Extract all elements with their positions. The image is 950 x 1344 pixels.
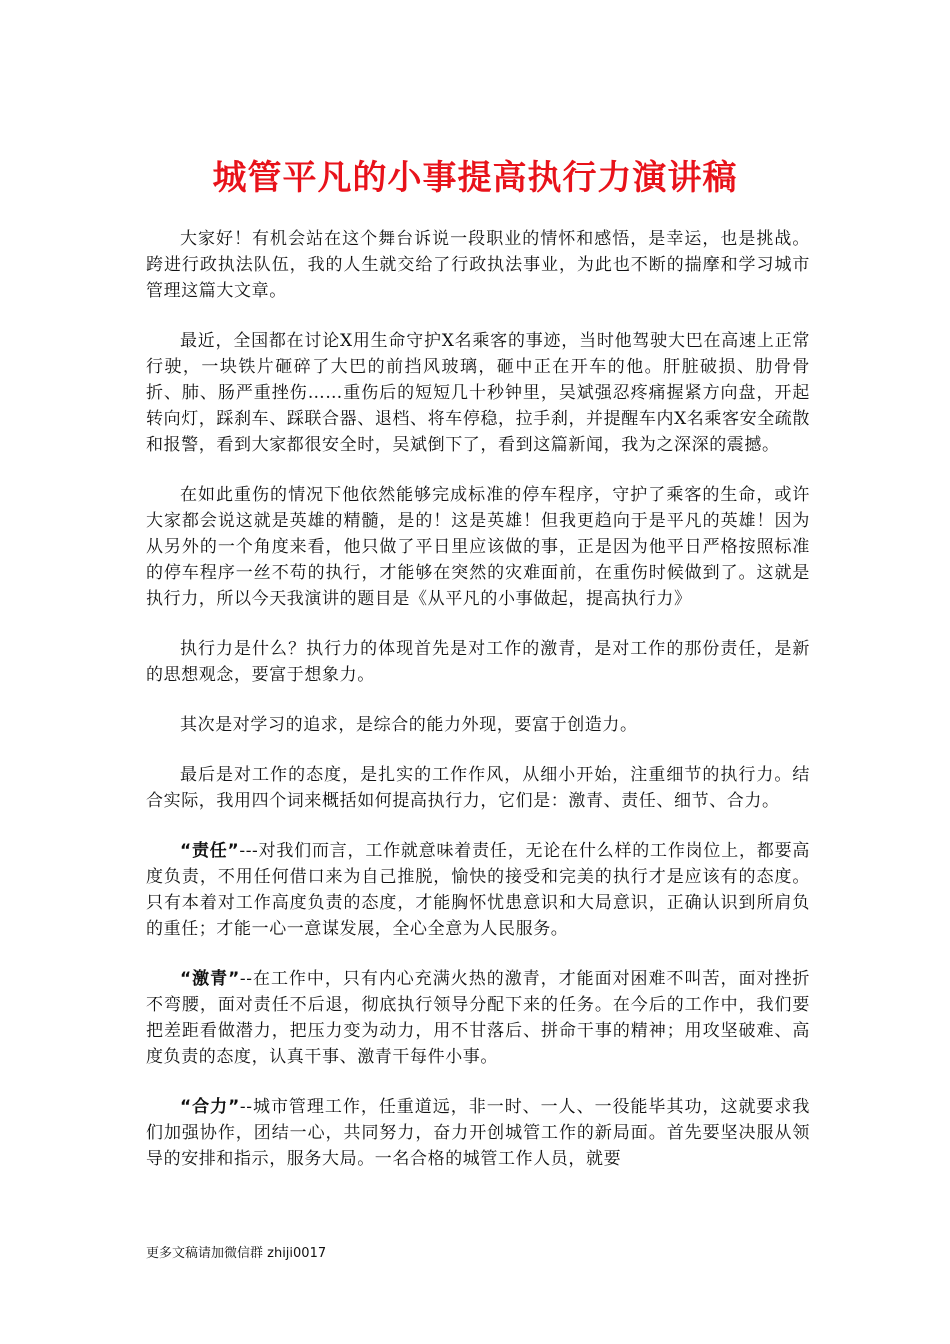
paragraph-responsibility-text: ---对我们而言，工作就意味着责任，无论在什么样的工作岗位上，都要高度负责，不用任何借口来为自己推脱，愉快的接受和完美的执行才是应该有的态度。只有本着对工作高度负责的态度，才能胸怀忧患意识和大局意识，正确认识到所肩负的重任；才能一心一意谋发展，全心全意为人民服务。 — [146, 841, 811, 939]
document-body — [146, 226, 810, 1196]
keyword-passion: “激青” — [180, 969, 240, 989]
paragraph-passion-text: --在工作中，只有内心充满火热的激青，才能面对困难不叫苦，面对挫折不弯腰，面对责任不后退，彻底执行领导分配下来的任务。在今后的工作中，我们要把差距看做潜力，把压力变为动力，用不甘落后、拼命干事的精神；用攻坚破难、高度负责的态度，认真干事、激青干每件小事。 — [146, 969, 810, 1067]
keyword-synergy: “合力” — [180, 1097, 240, 1117]
document-title: 城管平凡的小事提高执行力演讲稿 — [212, 158, 738, 198]
paragraph-greeting: 大家好！有机会站在这个舞台诉说一段职业的情怀和感悟，是幸运，也是挑战。跨进行政执法队伍，我的人生就交给了行政执法事业，为此也不断的揣摩和学习城市管理这篇大文章。 — [146, 229, 810, 301]
paragraph-news-story: 最近，全国都在讨论X用生命守护X名乘客的事迹，当时他驾驶大巴在高速上正常行驶，一块铁片砸碎了大巴的前挡风玻璃，砸中正在开车的他。肝脏破损、肋骨骨折、肺、肠严重挫伤……重伤后的短短几十秒钟里，吴斌强忍疼痛握紧方向盘，开起转向灯，踩刹车、踩联合器、退档、将车停稳，拉手刹，并提醒车内X名乘客安全疏散和报警，看到大家都很安全时，吴斌倒下了，看到这篇新闻，我为之深深的震撼。 — [146, 331, 810, 455]
paragraph-hero-execution: 在如此重伤的情况下他依然能够完成标准的停车程序，守护了乘客的生命，或许大家都会说这就是英雄的精髓，是的！这是英雄！但我更趋向于是平凡的英雄！因为从另外的一个角度来看，他只做了平日里应该做的事，正是因为他平日严格按照标准的停车程序一丝不苟的执行，才能够在突然的灾难面前，在重伤时候做到了。这就是执行力，所以今天我演讲的题目是《从平凡的小事做起，提高执行力》 — [146, 485, 810, 609]
paragraph-what-is-execution: 执行力是什么？执行力的体现首先是对工作的激青，是对工作的那份责任，是新的思想观念，要富于想象力。 — [146, 639, 810, 685]
paragraph-synergy-text: --城市管理工作，任重道远，非一时、一人、一役能毕其功，这就要求我们加强协作，团结一心，共同努力，奋力开创城管工作的新局面。首先要坚决服从领导的安排和指示，服务大局。一名合格的城管工作人员，就要 — [146, 1097, 810, 1169]
paragraph-attitude: 最后是对工作的态度，是扎实的工作作风，从细小开始，注重细节的执行力。结合实际，我用四个词来概括如何提高执行力，它们是：激青、责任、细节、合力。 — [146, 765, 810, 811]
paragraph-learning: 其次是对学习的追求，是综合的能力外现，要富于创造力。 — [180, 715, 638, 735]
paragraph-synergy — [146, 1094, 810, 1172]
footer-note: 更多文稿请加微信群 zhiji0017 — [146, 1246, 327, 1261]
paragraph-responsibility — [146, 838, 810, 942]
keyword-responsibility: “责任” — [180, 841, 240, 861]
paragraph-passion — [146, 966, 810, 1070]
